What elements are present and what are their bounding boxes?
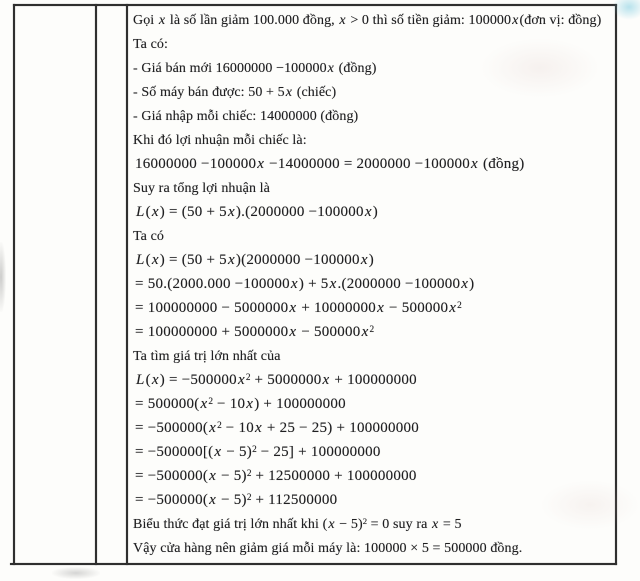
solution-line: Suy ra tổng lợi nhuận là	[133, 181, 270, 196]
solution-line: Gọi x là số lần giảm 100.000 đồng, x > 0 thì số tiền giảm: 100000x(đơn vị: đồng)	[133, 13, 602, 28]
solution-line: $L(x) = -500000x^2 + 5000000x + 100000000$	[136, 372, 417, 388]
solution-line: = 50.(2000.000 −100000x) + 5x.(2000000 −100000x)	[135, 276, 475, 292]
table-right-border	[615, 4, 617, 565]
solution-line: = $100000000 + 5000000x - 500000x^2$	[135, 324, 375, 340]
solution-line: = $-500000(x^2 - 10x + 25 - 25) + 100000000$	[135, 420, 420, 436]
solution-line: 16000000 −100000x −14000000 = 2000000 −100000x (đồng)	[135, 156, 525, 172]
solution-line: = $-500000(x - 5)^2 + 112500000$	[135, 492, 338, 508]
solution-line: L(x) = (50 + 5x)(2000000 −100000x)	[136, 252, 374, 268]
solution-line: Ta có	[133, 229, 165, 244]
solution-line: = $-500000(x - 5)^2 + 12500000 + 100000000$	[135, 468, 417, 484]
solution-line: Ta tìm giá trị lớn nhất của	[133, 349, 281, 364]
solution-line: L(x) = (50 + 5x).(2000000 −100000x)	[136, 204, 378, 220]
solution-line: = $-500000[(x - 5)^2 - 25] + 100000000$	[135, 444, 381, 460]
solution-line: = $500000(x^2 - 10x) + 100000000$	[135, 396, 346, 412]
empty-answer-cell	[15, 6, 95, 563]
table-bottom-border	[10, 563, 617, 565]
empty-spacer-cell	[97, 6, 126, 563]
table-column-divider-2	[126, 4, 128, 565]
solution-line: = $100000000 - 5000000x + 10000000x - 500000x^2$	[135, 300, 462, 316]
solution-line: - Giá bán mới 16000000 −100000x (đồng)	[133, 61, 377, 76]
solution-line: Ta có:	[133, 37, 168, 52]
solution-line: Biểu thức đạt giá trị lớn nhất khi $(x - 5)^2 = 0$ suy ra x = 5	[133, 516, 462, 532]
solution-line: - Giá nhập mỗi chiếc: 14000000 (đồng)	[133, 109, 359, 124]
solution-line: - Số máy bán được: 50 + 5x (chiếc)	[133, 85, 337, 100]
scan-artifact-gray	[0, 242, 6, 312]
solution-line: Khi đó lợi nhuận mỗi chiếc là:	[133, 133, 307, 148]
scan-artifact-gray	[52, 567, 100, 579]
solution-content	[133, 12, 611, 560]
solution-line: Vậy cửa hàng nên giảm giá mỗi máy là: 100000 × 5 = 500000 đồng.	[133, 541, 523, 556]
